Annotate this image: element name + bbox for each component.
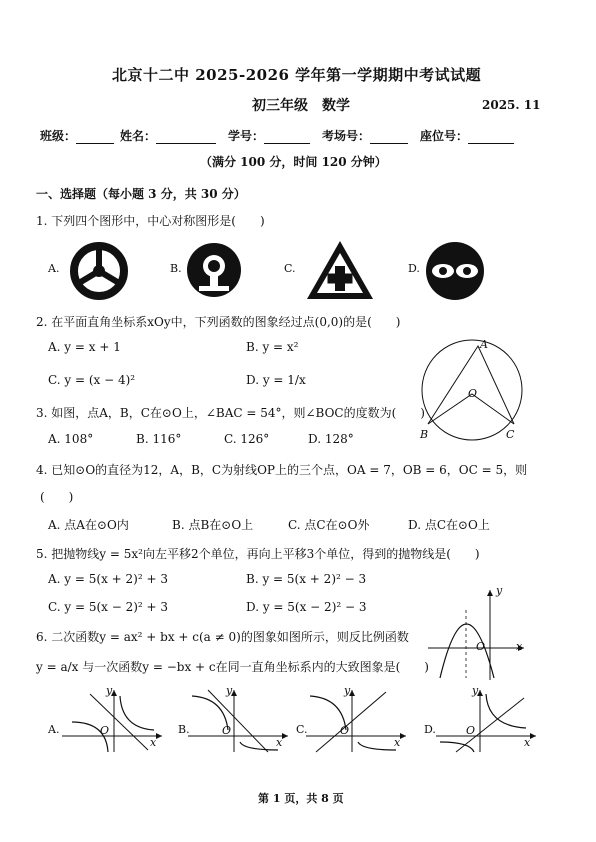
q2-option-b: B. y = x²	[246, 340, 299, 354]
q1-label-c: C.	[284, 262, 296, 275]
q6-c-y-label: y	[344, 684, 351, 697]
q6-d-y-label: y	[472, 684, 479, 697]
q5-option-c: C. y = 5(x − 2)² + 3	[48, 600, 169, 614]
q1-label-a: A.	[48, 262, 60, 275]
q4-option-b: B. 点B在⊙O上	[172, 518, 254, 532]
q6-c-x-label: x	[394, 736, 401, 749]
student-id-field[interactable]	[228, 127, 310, 144]
q6-b-y-label: y	[226, 684, 233, 697]
section-heading: 一、选择题（每小题 3 分，共 30 分）	[36, 187, 246, 201]
q4-paren: ( )	[40, 490, 74, 504]
q6-fig-x-label: x	[516, 640, 523, 653]
q5-stem: 5. 把抛物线y = 5x²向左平移2个单位，再向上平移3个单位，得到的抛物线是( )	[36, 547, 480, 561]
q3-option-c: C. 126°	[224, 432, 270, 446]
page-footer: 第 1 页，共 8 页	[258, 792, 344, 805]
class-field[interactable]	[40, 127, 114, 144]
q6-a-x-label: x	[150, 736, 157, 749]
q6-option-a: A.	[48, 723, 60, 736]
q4-option-a: A. 点A在⊙O内	[48, 518, 129, 532]
q5-option-b: B. y = 5(x + 2)² − 3	[246, 572, 367, 586]
student-id-label: 学号：	[228, 129, 265, 143]
q6-parabola-figure	[424, 586, 534, 682]
q1-label-b: B.	[170, 262, 182, 275]
q6-stem-line1: 6. 二次函数y = ax² + bx + c(a ≠ 0)的图象如图所示，则反比例函数	[36, 630, 409, 644]
q6-d-x-label: x	[524, 736, 531, 749]
q6-fig-origin-label: O	[476, 640, 486, 653]
q3-option-d: D. 128°	[308, 432, 354, 446]
name-field[interactable]	[120, 127, 216, 144]
q6-option-c: C.	[296, 723, 308, 736]
q6-b-origin: O	[222, 724, 232, 737]
q4-option-d: D. 点C在⊙O上	[408, 518, 490, 532]
q6-option-b: B.	[178, 723, 190, 736]
q6-a-y-label: y	[106, 684, 113, 697]
q3-circle-figure	[414, 338, 554, 448]
q6-a-origin: O	[100, 724, 110, 737]
q3-point-b: B	[420, 428, 429, 441]
yin-yang-icon	[424, 240, 486, 302]
room-label: 考场号：	[322, 129, 371, 143]
q6-fig-y-label: y	[496, 584, 503, 597]
q5-option-d: D. y = 5(x − 2)² − 3	[246, 600, 367, 614]
seat-field[interactable]	[420, 127, 514, 144]
q2-option-a: A. y = x + 1	[48, 340, 121, 354]
seat-label: 座位号：	[420, 129, 469, 143]
q3-point-c: C	[506, 428, 515, 441]
q1-label-d: D.	[408, 262, 420, 275]
q3-stem: 3. 如图，点A，B，C在⊙O上，∠BAC = 54°，则∠BOC的度数为( )	[36, 406, 425, 420]
q3-point-o: O	[468, 387, 478, 400]
name-label: 姓名：	[120, 129, 157, 143]
q1-stem: 1. 下列四个图形中，中心对称图形是( )	[36, 214, 265, 228]
q6-stem-line2: y = a/x 与一次函数y = −bx + c在同一直角坐标系内的大致图象是( )	[36, 660, 429, 674]
q3-point-a: A	[480, 338, 488, 351]
q4-stem: 4. 已知⊙O的直径为12，A，B，C为射线OP上的三个点，OA = 7，OB = 6，OC = 5，则	[36, 463, 528, 477]
steering-wheel-icon	[68, 240, 130, 302]
q6-d-origin: O	[466, 724, 476, 737]
q6-option-d: D.	[424, 723, 436, 736]
q2-option-d: D. y = 1/x	[246, 373, 306, 387]
q2-stem: 2. 在平面直角坐标系xOy中，下列函数的图象经过点(0,0)的是( )	[36, 315, 401, 329]
q2-option-c: C. y = (x − 4)²	[48, 373, 136, 387]
q3-option-b: B. 116°	[136, 432, 182, 446]
triangle-plus-icon	[304, 238, 376, 302]
q5-option-a: A. y = 5(x + 2)² + 3	[48, 572, 168, 586]
q6-c-origin: O	[340, 724, 350, 737]
page-subtitle: 初三年级 数学	[252, 98, 350, 114]
exam-info: （满分 100 分，时间 120 分钟）	[200, 155, 387, 169]
page-title: 北京十二中 2025-2026 学年第一学期期中考试试题	[112, 66, 482, 84]
railway-logo-icon	[186, 242, 242, 298]
exam-date: 2025. 11	[482, 98, 541, 112]
q3-option-a: A. 108°	[48, 432, 94, 446]
room-field[interactable]	[322, 127, 408, 144]
q4-option-c: C. 点C在⊙O外	[288, 518, 370, 532]
class-label: 班级：	[40, 129, 77, 143]
q6-b-x-label: x	[276, 736, 283, 749]
